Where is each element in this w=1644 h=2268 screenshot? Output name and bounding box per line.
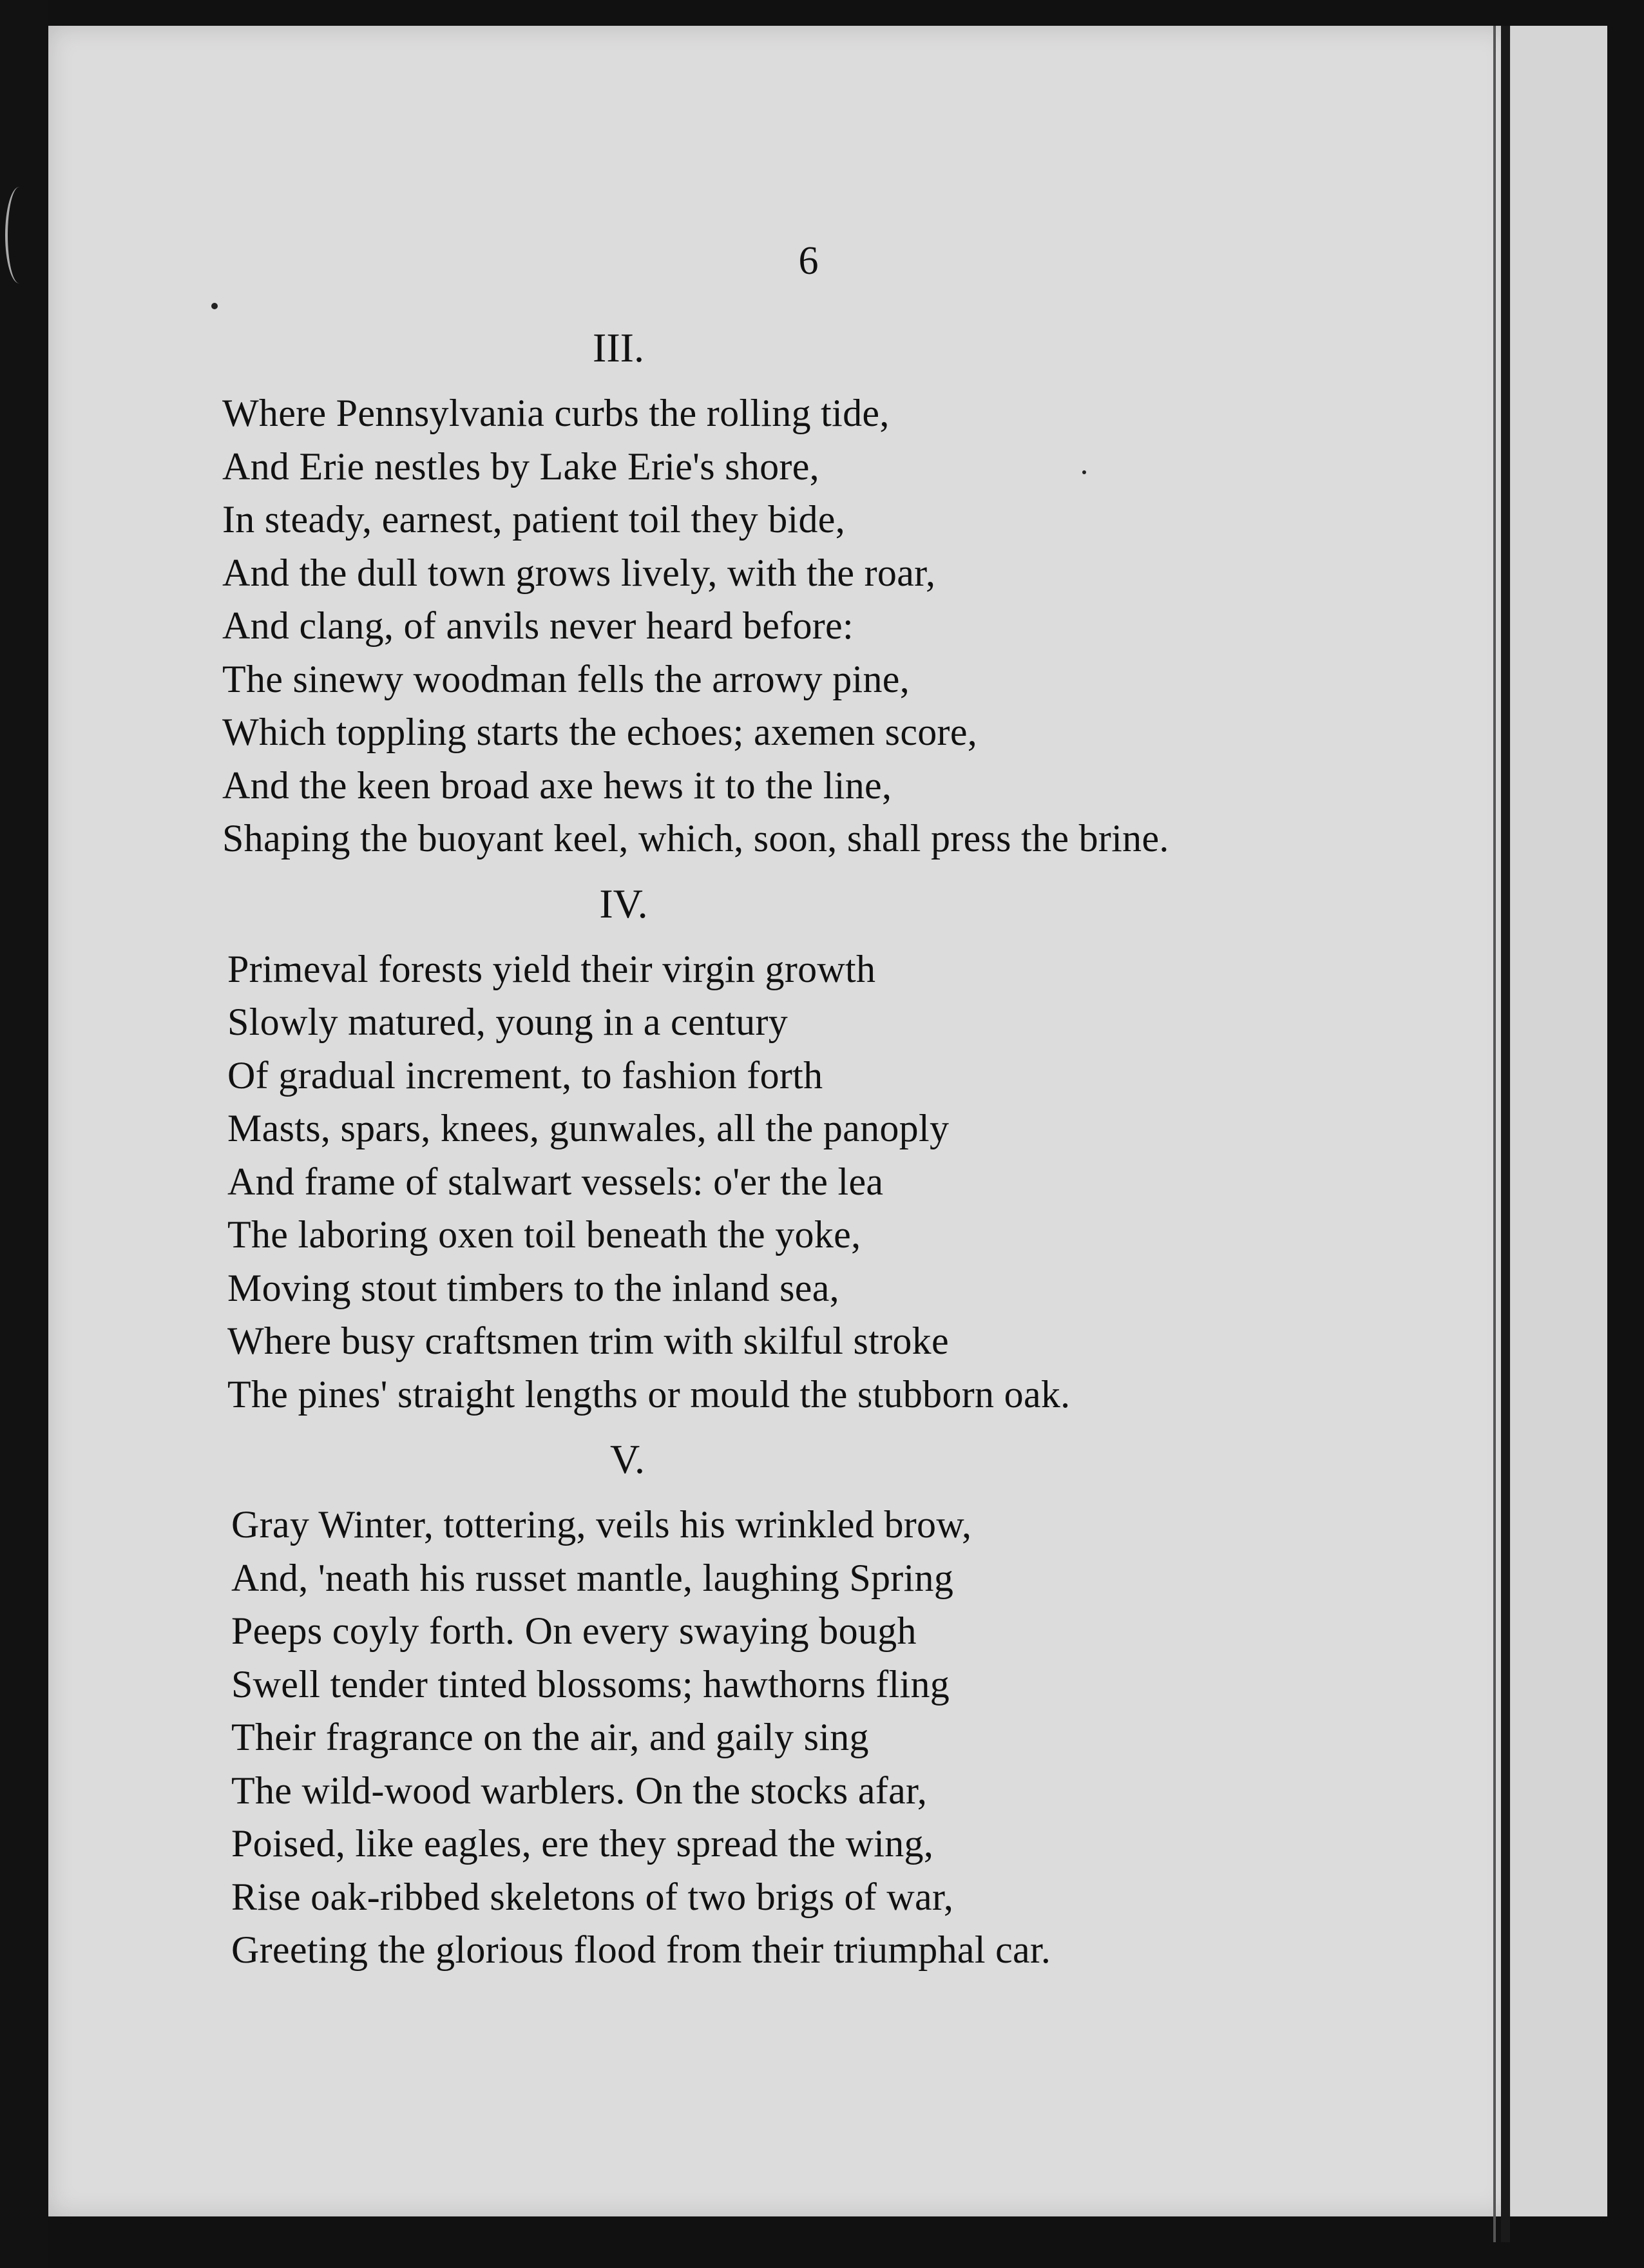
stanza-iii xyxy=(222,322,1459,865)
poem-line: And frame of stalwart vessels: o'er the lea xyxy=(227,1160,884,1203)
poem-line: Of gradual increment, to fashion forth xyxy=(227,1053,823,1097)
poem-line: Their fragrance on the air, and gaily sing xyxy=(231,1716,869,1758)
poem-line: Shaping the buoyant keel, which, soon, shall press the brine. xyxy=(222,817,1169,860)
poem-line: And the keen broad axe hews it to the line, xyxy=(222,764,892,807)
page-number: 6 xyxy=(798,239,819,283)
facing-page-edge xyxy=(1511,26,1607,2216)
poem-line: Which toppling starts the echoes; axemen score, xyxy=(222,711,978,753)
stanza-heading: IV. xyxy=(599,880,648,927)
poem-line: The pines' straight lengths or mould the stubborn oak. xyxy=(227,1372,1071,1416)
poem-line: And clang, of anvils never heard before: xyxy=(222,604,854,647)
stanza-v xyxy=(231,1434,1459,1977)
poem-line: Greeting the glorious flood from their triumphal car. xyxy=(231,1928,1051,1971)
poem-line: Swell tender tinted blossoms; hawthorns fling xyxy=(231,1662,950,1706)
poem-line: The laboring oxen toil beneath the yoke, xyxy=(227,1213,861,1256)
stanza-iv xyxy=(227,878,1459,1421)
poem-line: Slowly matured, young in a century xyxy=(227,1001,789,1043)
poem xyxy=(222,322,1459,1990)
stanza-heading: III. xyxy=(593,325,644,370)
poem-line: The sinewy woodman fells the arrowy pine, xyxy=(222,657,910,700)
poem-line: And Erie nestles by Lake Erie's shore, xyxy=(222,445,819,488)
poem-line: Moving stout timbers to the inland sea, xyxy=(227,1266,839,1309)
poem-line: In steady, earnest, patient toil they bide, xyxy=(222,498,846,541)
poem-line: Gray Winter, tottering, veils his wrinkled brow, xyxy=(231,1503,972,1546)
poem-line: Poised, like eagles, ere they spread the wing, xyxy=(231,1822,934,1865)
poem-line: Primeval forests yield their virgin growth xyxy=(227,947,876,990)
poem-line: Rise oak-ribbed skeletons of two brigs of war, xyxy=(231,1875,954,1918)
poem-line: And the dull town grows lively, with the roar, xyxy=(222,551,936,594)
poem-line: Where busy craftsmen trim with skilful stroke xyxy=(227,1320,949,1362)
poem-line: The wild-wood warblers. On the stocks afar, xyxy=(231,1769,928,1812)
poem-line: And, 'neath his russet mantle, laughing Spring xyxy=(231,1556,954,1599)
speck xyxy=(211,303,218,309)
poem-line: Where Pennsylvania curbs the rolling tide, xyxy=(222,392,890,434)
stanza-heading: V. xyxy=(610,1436,645,1482)
page-fold-shadow xyxy=(1493,26,1496,2242)
poem-line: Peeps coyly forth. On every swaying bough xyxy=(231,1610,917,1652)
left-page-edge xyxy=(0,0,48,2268)
page-fold xyxy=(1501,26,1510,2242)
poem-line: Masts, spars, knees, gunwales, all the panoply xyxy=(227,1107,950,1149)
